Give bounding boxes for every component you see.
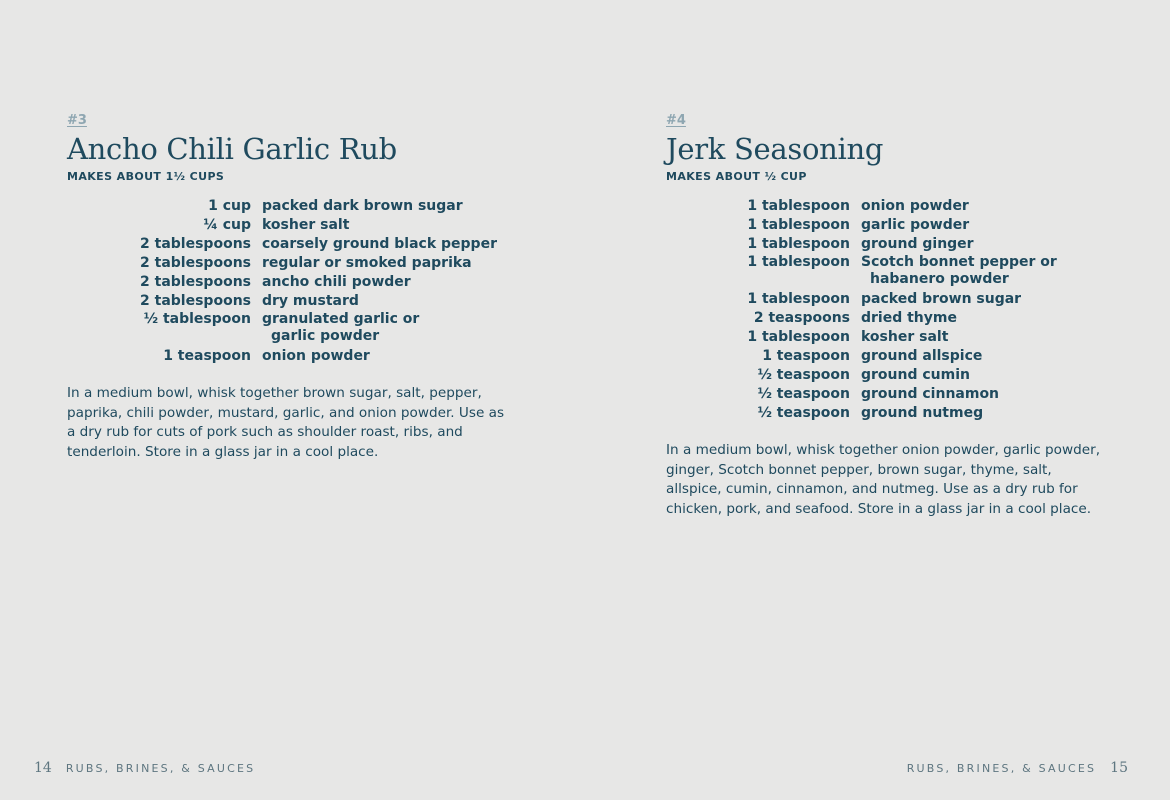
ingredient-quantity: 1 teaspoon	[163, 348, 251, 364]
running-head: RUBS, BRINES, & SAUCES	[906, 762, 1097, 775]
ingredient-quantity: 1 tablespoon	[747, 217, 850, 233]
recipe-title: Jerk Seasoning	[666, 132, 884, 166]
ingredient-name: kosher salt	[262, 217, 350, 233]
ingredient-quantity: ½ teaspoon	[757, 386, 850, 402]
ingredient-quantity: ½ teaspoon	[757, 367, 850, 383]
ingredient-name: ground cumin	[861, 367, 970, 383]
ingredient-name: Scotch bonnet pepper or	[861, 254, 1057, 270]
ingredient-list	[67, 197, 537, 366]
ingredient-name: ancho chili powder	[262, 274, 411, 290]
ingredient-name-wrapped	[861, 254, 1136, 288]
ingredient-row	[666, 404, 1136, 423]
ingredient-list	[666, 197, 1136, 423]
ingredient-quantity: 1 tablespoon	[747, 198, 850, 214]
ingredient-name: ground cinnamon	[861, 386, 1000, 402]
ingredient-row	[67, 197, 537, 216]
ingredient-row	[67, 216, 537, 235]
page-number: 15	[1110, 760, 1128, 776]
ingredient-name: ground allspice	[861, 348, 983, 364]
ingredient-quantity: 1 tablespoon	[747, 236, 850, 252]
ingredient-quantity: ¼ cup	[203, 217, 251, 233]
ingredient-quantity: ½ tablespoon	[143, 311, 251, 327]
ingredient-row	[666, 366, 1136, 385]
ingredient-row	[67, 254, 537, 273]
ingredient-name: dried thyme	[861, 310, 957, 326]
page-number: 14	[34, 760, 52, 776]
recipe-yield: MAKES ABOUT ½ CUP	[666, 170, 807, 183]
ingredient-name: ground ginger	[861, 236, 974, 252]
ingredient-row	[67, 273, 537, 292]
ingredient-row	[67, 311, 537, 347]
ingredient-name: kosher salt	[861, 329, 949, 345]
ingredient-quantity: 2 tablespoons	[140, 293, 251, 309]
ingredient-row	[666, 309, 1136, 328]
right-page	[585, 0, 1170, 800]
recipe-number: #3	[67, 113, 87, 128]
ingredient-name: garlic powder	[861, 217, 970, 233]
ingredient-name-wrapped	[262, 311, 537, 345]
recipe-method: In a medium bowl, whisk together onion powder, garlic powder, ginger, Scotch bonnet pepper, brown sugar, thyme, salt, allspice, cumin, cinnamon, and nutmeg. Use as a dry rub for chicken, pork, and seafood. Store in a glass jar in a cool place.	[666, 442, 1101, 517]
ingredient-name-continued: garlic powder	[271, 328, 380, 344]
ingredient-name: packed brown sugar	[861, 291, 1022, 307]
ingredient-quantity: 1 cup	[208, 198, 251, 214]
page-footer	[34, 760, 255, 776]
recipe-number: #4	[666, 113, 686, 128]
recipe-yield: MAKES ABOUT 1½ CUPS	[67, 170, 225, 183]
recipe-jerk-seasoning	[666, 112, 1136, 519]
ingredient-quantity: 2 teaspoons	[753, 310, 850, 326]
ingredient-name: onion powder	[861, 198, 969, 214]
ingredient-row	[666, 328, 1136, 347]
ingredient-row	[666, 235, 1136, 254]
ingredient-row	[67, 292, 537, 311]
ingredient-quantity: 2 tablespoons	[140, 274, 251, 290]
ingredient-row	[666, 385, 1136, 404]
ingredient-row	[666, 216, 1136, 235]
recipe-ancho-chili-garlic-rub	[67, 112, 537, 462]
ingredient-name: regular or smoked paprika	[262, 255, 472, 271]
ingredient-quantity: 1 tablespoon	[747, 254, 850, 270]
ingredient-quantity: 2 tablespoons	[140, 236, 251, 252]
ingredient-quantity: 1 teaspoon	[762, 348, 850, 364]
ingredient-name: ground nutmeg	[861, 405, 984, 421]
ingredient-quantity: ½ teaspoon	[757, 405, 850, 421]
ingredient-quantity: 1 tablespoon	[747, 291, 850, 307]
ingredient-row	[67, 347, 537, 366]
ingredient-name: dry mustard	[262, 293, 359, 309]
ingredient-quantity: 2 tablespoons	[140, 255, 251, 271]
page-footer	[907, 760, 1128, 776]
ingredient-row	[666, 290, 1136, 309]
recipe-method: In a medium bowl, whisk together brown sugar, salt, pepper, paprika, chili powder, mustard, garlic, and onion powder. Use as a dry rub for cuts of pork such as shoulder roast, ribs, and tenderloin. Store in a glass jar in a cool place.	[67, 385, 505, 460]
ingredient-name: packed dark brown sugar	[262, 198, 463, 214]
ingredient-row	[666, 197, 1136, 216]
ingredient-name: coarsely ground black pepper	[262, 236, 497, 252]
ingredient-row	[67, 235, 537, 254]
recipe-title: Ancho Chili Garlic Rub	[67, 132, 397, 166]
ingredient-row	[666, 347, 1136, 366]
running-head: RUBS, BRINES, & SAUCES	[65, 762, 256, 775]
ingredient-row	[666, 254, 1136, 290]
ingredient-name-continued: habanero powder	[870, 271, 1009, 287]
ingredient-name: onion powder	[262, 348, 370, 364]
ingredient-quantity: 1 tablespoon	[747, 329, 850, 345]
ingredient-name: granulated garlic or	[262, 311, 420, 327]
